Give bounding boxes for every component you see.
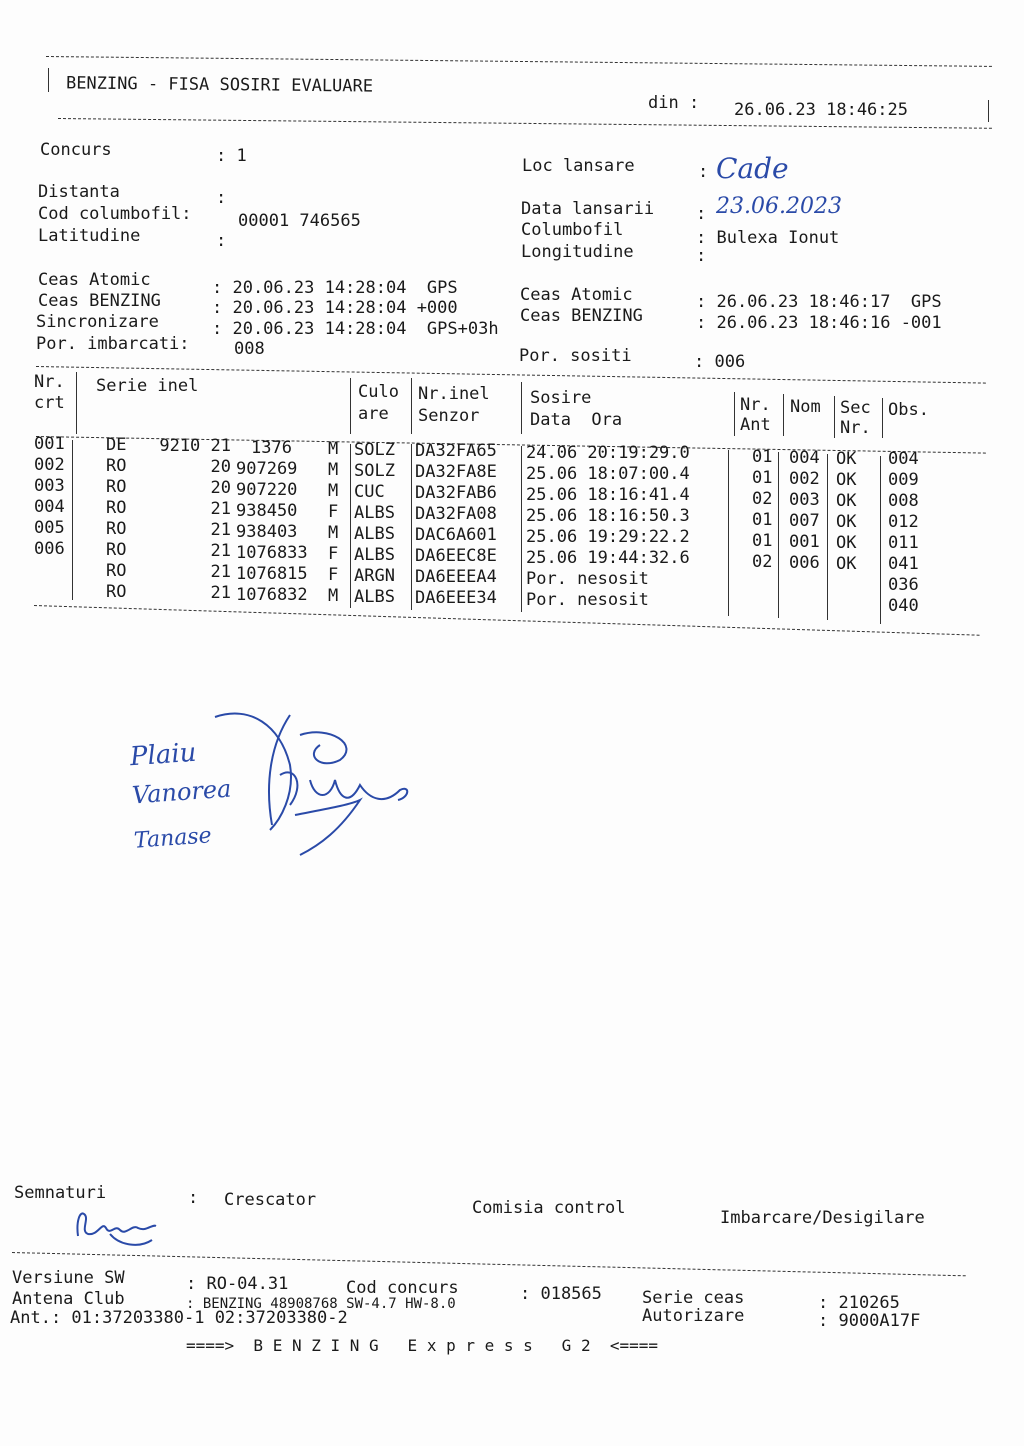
- ceas-atomic-value: : 20.06.23 14:28:04 GPS: [212, 278, 458, 298]
- comisia-control-label: Comisia control: [472, 1198, 626, 1218]
- distanta-value: :: [216, 188, 227, 208]
- cell-nom: 003: [789, 490, 820, 510]
- serie-ceas-value: : 210265: [818, 1293, 900, 1313]
- antena-line: Ant.: 01:37203380-1 02:37203380-2: [10, 1308, 348, 1328]
- semnaturi-label: Semnaturi: [14, 1183, 107, 1203]
- cell-nr: 938450: [236, 501, 298, 521]
- cell-nom: 006: [789, 553, 820, 573]
- cell-culoare: ALBS: [354, 503, 395, 523]
- col-divider: [350, 378, 351, 434]
- cell-sosire: 25.06 18:16:50.3: [526, 506, 690, 526]
- cell-sec: OK: [836, 554, 857, 574]
- data-lansarii-label: Data lansarii: [521, 199, 655, 219]
- autorizare-label: Autorizare: [642, 1306, 745, 1326]
- cell-culoare: ALBS: [354, 524, 395, 544]
- cell-ant: 02: [752, 552, 773, 572]
- ceas-benzing-2-label: Ceas BENZING: [520, 306, 643, 326]
- handwritten-name-3: Tanase: [133, 823, 213, 854]
- cell-obs: 040: [888, 596, 919, 616]
- cell-culoare: ALBS: [354, 587, 395, 607]
- cell-senzor: DA32FA65: [415, 441, 497, 461]
- col-divider: [76, 372, 77, 434]
- col-divider: [778, 452, 779, 618]
- cell-an: 21: [210, 583, 231, 603]
- loc-lansare-label: Loc lansare: [522, 156, 635, 176]
- ceas-atomic-2-value: : 26.06.23 18:46:17 GPS: [696, 292, 942, 312]
- col-divider: [834, 396, 835, 438]
- handwritten-signature: [210, 705, 420, 865]
- cell-culoare: SOLZ: [354, 461, 395, 481]
- col-divider: [411, 444, 412, 610]
- handwritten-name-2: Vanorea: [131, 774, 233, 810]
- porumbei-sositi-value: : 006: [694, 352, 746, 372]
- cell-obs: 008: [888, 491, 919, 511]
- col-divider: [734, 392, 735, 436]
- data-lansarii-handwritten: 23.06.2023: [716, 194, 842, 219]
- antena-club-label: Antena Club: [12, 1289, 125, 1309]
- cell-an: 21: [210, 499, 231, 519]
- cell-obs: 004: [888, 449, 919, 469]
- cell-senzor: DA6EEEA4: [415, 567, 497, 587]
- cell-sosire: 25.06 19:44:32.6: [526, 548, 690, 568]
- cell-an: 21: [210, 541, 231, 561]
- cell-culoare: ARGN: [354, 566, 395, 586]
- cell-sosire: 25.06 19:29:22.2: [526, 527, 690, 547]
- cell-sex: F: [328, 544, 339, 564]
- hdr-culoare-2: are: [358, 404, 389, 424]
- autorizare-value: : 9000A17F: [818, 1311, 921, 1331]
- cell-senzor: DA32FA08: [415, 504, 497, 524]
- cell-senzor: DA32FAB6: [415, 483, 497, 503]
- din-label: din :: [648, 93, 700, 113]
- ceas-benzing-value: : 20.06.23 14:28:04 +000: [212, 298, 458, 318]
- hdr-nr: Nr.: [34, 372, 65, 392]
- cell-sosire: Por. nesosit: [526, 569, 649, 589]
- cell-sex: M: [328, 439, 339, 459]
- ceas-atomic-label: Ceas Atomic: [38, 270, 151, 290]
- cell-tara: RO: [106, 519, 127, 539]
- cell-crt: 004: [34, 497, 65, 517]
- header-right-bar: [988, 100, 989, 122]
- hdr-sec-2: Nr.: [840, 418, 871, 438]
- col-divider: [880, 456, 881, 624]
- imbarcare-label: Imbarcare/Desigilare: [720, 1208, 925, 1228]
- cell-an: 20: [210, 478, 231, 498]
- cell-ant: 01: [752, 468, 773, 488]
- ceas-benzing-label: Ceas BENZING: [38, 291, 161, 311]
- col-divider: [411, 378, 412, 434]
- cell-obs: 012: [888, 512, 919, 532]
- benzing-banner: ====> B E N Z I N G E x p r e s s G 2 <====: [186, 1336, 659, 1355]
- cell-ant: 01: [752, 531, 773, 551]
- cell-senzor: DA6EEE34: [415, 588, 497, 608]
- cell-nom: 007: [789, 511, 820, 531]
- hdr-culoare-1: Culo: [358, 382, 399, 402]
- ceas-benzing-2-value: : 26.06.23 18:46:16 -001: [696, 313, 942, 333]
- cell-tara: RO: [106, 498, 127, 518]
- cell-nr: 1376: [251, 438, 292, 458]
- longitudine-value: :: [696, 246, 707, 266]
- sincronizare-value: : 20.06.23 14:28:04 GPS+03h: [212, 319, 499, 339]
- cell-an: 21: [210, 562, 231, 582]
- longitudine-label: Longitudine: [521, 242, 634, 262]
- cell-nom: 001: [789, 532, 820, 552]
- top-dashed-rule: [46, 56, 992, 67]
- cell-sex: F: [328, 565, 339, 585]
- cell-an: 21: [210, 520, 231, 540]
- hdr-nr-inel: Nr.inel: [418, 384, 490, 404]
- concurs-label: Concurs: [40, 140, 112, 160]
- table-bottom-rule: [34, 605, 980, 636]
- col-divider: [350, 444, 351, 608]
- cell-sec: OK: [836, 512, 857, 532]
- cell-sex: M: [328, 460, 339, 480]
- cell-crt: 006: [34, 539, 65, 559]
- cell-sosire: Por. nesosit: [526, 590, 649, 610]
- hdr-crt: crt: [34, 393, 65, 413]
- serie-ceas-label: Serie ceas: [642, 1288, 745, 1308]
- cell-obs: 036: [888, 575, 919, 595]
- crescator-signature: [70, 1206, 160, 1256]
- cell-obs: 041: [888, 554, 919, 574]
- cell-obs: 009: [888, 470, 919, 490]
- cell-tara: RO: [106, 582, 127, 602]
- versiune-sw-value: : RO-04.31: [186, 1274, 289, 1294]
- cell-sex: M: [328, 586, 339, 606]
- handwritten-name-1: Plaiu: [129, 737, 198, 773]
- cell-nr: 938403: [236, 522, 298, 542]
- ceas-atomic-2-label: Ceas Atomic: [520, 285, 633, 305]
- cell-tara: RO: [106, 561, 127, 581]
- cell-sec: OK: [836, 449, 857, 469]
- document-title: BENZING - FISA SOSIRI EVALUARE: [65, 73, 374, 97]
- hdr-data-ora: Data Ora: [530, 410, 623, 430]
- cell-crt: 001: [34, 434, 65, 454]
- concurs-value: : 1: [216, 146, 247, 166]
- cell-nr: 1076833: [236, 543, 308, 563]
- cell-nom: 002: [789, 469, 820, 489]
- cell-culoare: ALBS: [354, 545, 395, 565]
- hdr-nom: Nom: [790, 397, 821, 417]
- crescator-label: Crescator: [224, 1190, 317, 1210]
- cell-culoare: SOLZ: [354, 440, 395, 460]
- cell-sosire: 25.06 18:16:41.4: [526, 485, 690, 505]
- columbofil-label: Columbofil: [521, 220, 624, 240]
- hdr-nr-ant-1: Nr.: [740, 395, 771, 415]
- cell-sec: OK: [836, 491, 857, 511]
- hdr-serie-inel: Serie inel: [96, 376, 199, 396]
- cell-nr: 1076832: [236, 585, 308, 605]
- versiune-sw-label: Versiune SW: [12, 1268, 125, 1288]
- cell-nr: 907269: [236, 459, 298, 479]
- footer-dashed-rule: [12, 1252, 966, 1276]
- cell-sosire: 24.06 20:19:29.0: [526, 443, 690, 463]
- cod-concurs-value: : 018565: [520, 1284, 602, 1304]
- col-divider: [783, 394, 784, 436]
- col-divider: [882, 398, 883, 438]
- latitudine-label: Latitudine: [38, 226, 141, 246]
- cell-ant: 02: [752, 489, 773, 509]
- din-value: 26.06.23 18:46:25: [734, 100, 908, 120]
- cell-crt: 003: [34, 476, 65, 496]
- cell-nr: 907220: [236, 480, 298, 500]
- cell-crt: 005: [34, 518, 65, 538]
- semnaturi-sep: :: [188, 1188, 199, 1208]
- col-divider: [728, 450, 729, 616]
- cell-nom: 004: [789, 448, 820, 468]
- col-divider: [521, 382, 522, 434]
- cell-sec: OK: [836, 470, 857, 490]
- cod-columbofil-label: Cod columbofil:: [38, 204, 192, 224]
- distanta-label: Distanta: [38, 182, 120, 202]
- col-divider: [521, 446, 522, 612]
- cell-culoare: CUC: [354, 482, 385, 502]
- hdr-obs: Obs.: [888, 400, 929, 420]
- sincronizare-label: Sincronizare: [36, 312, 159, 332]
- cell-an: 9210 21: [159, 436, 231, 456]
- loc-lansare-handwritten: Cade: [716, 152, 789, 185]
- data-lansarii-sep: :: [696, 204, 707, 224]
- columbofil-value: : Bulexa Ionut: [696, 228, 840, 248]
- cell-sex: M: [328, 481, 339, 501]
- cell-sec: OK: [836, 533, 857, 553]
- hdr-senzor: Senzor: [418, 406, 480, 426]
- antena-club-value: : BENZING 48908768 SW-4.7 HW-8.0: [186, 1296, 456, 1312]
- latitudine-value: :: [216, 231, 227, 251]
- cell-ant: 01: [752, 510, 773, 530]
- cell-nr: 1076815: [236, 564, 308, 584]
- hdr-nr-ant-2: Ant: [740, 415, 771, 435]
- cell-tara: RO: [106, 540, 127, 560]
- cell-senzor: DA32FA8E: [415, 462, 497, 482]
- cell-senzor: DAC6A601: [415, 525, 497, 545]
- cell-tara: DE: [106, 435, 127, 455]
- cell-an: 20: [210, 457, 231, 477]
- hdr-sosire: Sosire: [530, 388, 592, 408]
- cell-sex: M: [328, 523, 339, 543]
- porumbei-imbarcati-label: Por. imbarcati:: [36, 334, 190, 354]
- porumbei-imbarcati-value: 008: [234, 339, 265, 359]
- header-left-bar: [48, 68, 49, 92]
- cell-ant: 01: [752, 447, 773, 467]
- loc-lansare-sep: :: [698, 162, 709, 182]
- cell-obs: 011: [888, 533, 919, 553]
- cell-sosire: 25.06 18:07:00.4: [526, 464, 690, 484]
- cod-concurs-label: Cod concurs: [346, 1278, 459, 1298]
- cell-senzor: DA6EEC8E: [415, 546, 497, 566]
- cell-tara: RO: [106, 477, 127, 497]
- cod-columbofil-value: 00001 746565: [238, 211, 361, 231]
- col-divider: [72, 440, 73, 600]
- cell-sex: F: [328, 502, 339, 522]
- hdr-sec-1: Sec: [840, 398, 871, 418]
- porumbei-sositi-label: Por. sositi: [519, 346, 632, 366]
- cell-tara: RO: [106, 456, 127, 476]
- col-divider: [827, 454, 828, 620]
- cell-crt: 002: [34, 455, 65, 475]
